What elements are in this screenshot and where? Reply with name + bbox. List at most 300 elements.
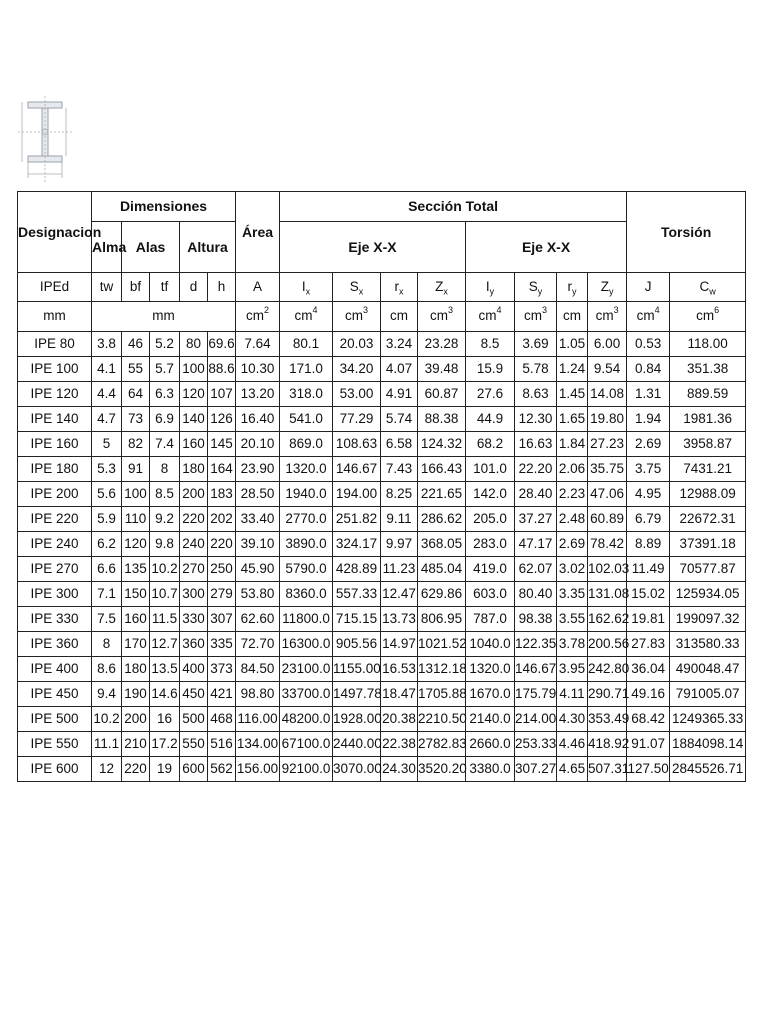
unit-sy: $cm^3$ (515, 302, 557, 332)
table-cell: 19.80 (588, 407, 627, 432)
table-cell: 11.49 (627, 557, 670, 582)
table-cell: 1155.00 (333, 657, 381, 682)
table-cell: 368.05 (418, 532, 466, 557)
table-cell: 220 (208, 532, 236, 557)
table-cell: 3.69 (515, 332, 557, 357)
table-cell: 500 (180, 707, 208, 732)
table-cell: 869.0 (280, 432, 333, 457)
table-cell: 13.20 (236, 382, 280, 407)
table-cell: 2140.0 (466, 707, 515, 732)
table-cell: 629.86 (418, 582, 466, 607)
table-cell: 110 (122, 507, 150, 532)
table-cell: 253.33 (515, 732, 557, 757)
table-cell: 7.4 (150, 432, 180, 457)
table-cell: 8360.0 (280, 582, 333, 607)
table-cell: 5.2 (150, 332, 180, 357)
table-cell: 62.60 (236, 607, 280, 632)
table-cell: 516 (208, 732, 236, 757)
table-cell: 23.90 (236, 457, 280, 482)
table-row (18, 507, 746, 532)
table-cell: 145 (208, 432, 236, 457)
table-cell: 353.49 (588, 707, 627, 732)
table-cell: 146.67 (515, 657, 557, 682)
table-row (18, 757, 746, 782)
table-cell: 318.0 (280, 382, 333, 407)
table-cell: 180 (180, 457, 208, 482)
table-cell: 160 (180, 432, 208, 457)
table-cell: 28.50 (236, 482, 280, 507)
table-cell: 8.25 (381, 482, 418, 507)
table-cell: 5.78 (515, 357, 557, 382)
table-cell: 550 (180, 732, 208, 757)
table-cell: 2.23 (557, 482, 588, 507)
table-cell: 250 (208, 557, 236, 582)
table-cell: 13.5 (150, 657, 180, 682)
table-cell: 5.9 (92, 507, 122, 532)
table-cell: 468 (208, 707, 236, 732)
table-cell: 44.9 (466, 407, 515, 432)
table-cell: 3.78 (557, 632, 588, 657)
table-cell: 4.65 (557, 757, 588, 782)
table-cell: 600 (180, 757, 208, 782)
table-cell: 3.8 (92, 332, 122, 357)
table-cell: 122.35 (515, 632, 557, 657)
unit-rx: cm (381, 302, 418, 332)
table-cell: 6.79 (627, 507, 670, 532)
table-cell: 12.30 (515, 407, 557, 432)
table-cell: 9.4 (92, 682, 122, 707)
table-cell: 14.97 (381, 632, 418, 657)
table-cell: 135 (122, 557, 150, 582)
table-cell: 15.02 (627, 582, 670, 607)
table-cell: 7431.21 (670, 457, 746, 482)
table-row (18, 557, 746, 582)
profile-designation: IPE 180 (18, 457, 92, 482)
table-cell: 2845526.71 (670, 757, 746, 782)
table-cell: 15.9 (466, 357, 515, 382)
table-cell: 313580.33 (670, 632, 746, 657)
table-cell: 6.9 (150, 407, 180, 432)
header-altura: Altura (180, 222, 236, 273)
profile-designation: IPE 270 (18, 557, 92, 582)
unit-sx: $cm^3$ (333, 302, 381, 332)
table-cell: 1.94 (627, 407, 670, 432)
table-cell: 125934.05 (670, 582, 746, 607)
table-cell: 205.0 (466, 507, 515, 532)
table-row (18, 607, 746, 632)
table-cell: 251.82 (333, 507, 381, 532)
table-cell: 220 (122, 757, 150, 782)
table-cell: 36.04 (627, 657, 670, 682)
table-cell: 88.38 (418, 407, 466, 432)
table-cell: 4.1 (92, 357, 122, 382)
table-cell: 27.83 (627, 632, 670, 657)
unit-designacion: mm (18, 302, 92, 332)
table-row (18, 407, 746, 432)
table-cell: 92100.0 (280, 757, 333, 782)
symbol-rx: $r_x$ (381, 273, 418, 302)
table-cell: 60.87 (418, 382, 466, 407)
table-cell: 127.50 (627, 757, 670, 782)
table-cell: 3.95 (557, 657, 588, 682)
table-row (18, 482, 746, 507)
profile-designation: IPE 400 (18, 657, 92, 682)
profile-designation: IPE 200 (18, 482, 92, 507)
table-cell: 48200.0 (280, 707, 333, 732)
table-cell: 28.40 (515, 482, 557, 507)
table-cell: 156.00 (236, 757, 280, 782)
table-cell: 1940.0 (280, 482, 333, 507)
table-cell: 9.2 (150, 507, 180, 532)
table-cell: 22.20 (515, 457, 557, 482)
table-cell: 183 (208, 482, 236, 507)
table-cell: 1.65 (557, 407, 588, 432)
symbol-a: A (236, 273, 280, 302)
table-cell: 14.08 (588, 382, 627, 407)
table-cell: 2210.50 (418, 707, 466, 732)
symbol-bf: bf (122, 273, 150, 302)
table-cell: 20.38 (381, 707, 418, 732)
table-cell: 1.24 (557, 357, 588, 382)
symbol-ipe: IPEd (18, 273, 92, 302)
table-cell: 507.31 (588, 757, 627, 782)
table-cell: 12.47 (381, 582, 418, 607)
table-cell: 2.69 (627, 432, 670, 457)
table-cell: 39.10 (236, 532, 280, 557)
table-cell: 9.11 (381, 507, 418, 532)
table-cell: 1705.88 (418, 682, 466, 707)
table-cell: 11800.0 (280, 607, 333, 632)
table-cell: 330 (180, 607, 208, 632)
table-cell: 80.1 (280, 332, 333, 357)
profile-designation: IPE 240 (18, 532, 92, 557)
table-cell: 37391.18 (670, 532, 746, 557)
table-cell: 6.00 (588, 332, 627, 357)
table-cell: 5.74 (381, 407, 418, 432)
table-cell: 10.30 (236, 357, 280, 382)
header-designacion: Designacion (18, 192, 92, 273)
table-cell: 67100.0 (280, 732, 333, 757)
table-cell: 419.0 (466, 557, 515, 582)
table-cell: 1040.0 (466, 632, 515, 657)
table-cell: 2440.00 (333, 732, 381, 757)
table-cell: 3.55 (557, 607, 588, 632)
symbol-zx: $Z_x$ (418, 273, 466, 302)
table-cell: 360 (180, 632, 208, 657)
table-body (18, 332, 746, 782)
table-cell: 84.50 (236, 657, 280, 682)
table-cell: 485.04 (418, 557, 466, 582)
table-cell: 120 (122, 532, 150, 557)
profile-designation: IPE 160 (18, 432, 92, 457)
table-cell: 55 (122, 357, 150, 382)
table-cell: 46 (122, 332, 150, 357)
table-row (18, 582, 746, 607)
table-cell: 279 (208, 582, 236, 607)
table-row (18, 457, 746, 482)
header-torsion: Torsión (627, 192, 746, 273)
table-cell: 164 (208, 457, 236, 482)
ipe-section-diagram (14, 94, 74, 186)
table-cell: 124.32 (418, 432, 466, 457)
table-cell: 68.42 (627, 707, 670, 732)
table-cell: 190 (122, 682, 150, 707)
table-cell: 240 (180, 532, 208, 557)
table-cell: 19.81 (627, 607, 670, 632)
table-cell: 62.07 (515, 557, 557, 582)
table-cell: 10.2 (150, 557, 180, 582)
table-row (18, 682, 746, 707)
table-cell: 202 (208, 507, 236, 532)
table-row (18, 732, 746, 757)
table-cell: 307 (208, 607, 236, 632)
table-cell: 47.17 (515, 532, 557, 557)
table-row (18, 357, 746, 382)
table-cell: 45.90 (236, 557, 280, 582)
unit-iy: $cm^4$ (466, 302, 515, 332)
table-cell: 4.4 (92, 382, 122, 407)
table-cell: 603.0 (466, 582, 515, 607)
table-cell: 13.73 (381, 607, 418, 632)
table-cell: 1021.52 (418, 632, 466, 657)
table-cell: 6.2 (92, 532, 122, 557)
table-cell: 1884098.14 (670, 732, 746, 757)
header-dimensiones: Dimensiones (92, 192, 236, 222)
table-cell: 200 (122, 707, 150, 732)
table-cell: 18.47 (381, 682, 418, 707)
table-cell: 242.80 (588, 657, 627, 682)
table-cell: 16.53 (381, 657, 418, 682)
table-cell: 7.64 (236, 332, 280, 357)
table-cell: 3.24 (381, 332, 418, 357)
table-cell: 142.0 (466, 482, 515, 507)
table-cell: 199097.32 (670, 607, 746, 632)
unit-j: $cm^4$ (627, 302, 670, 332)
table-cell: 170 (122, 632, 150, 657)
table-cell: 220 (180, 507, 208, 532)
table-cell: 283.0 (466, 532, 515, 557)
table-cell: 166.43 (418, 457, 466, 482)
table-cell: 806.95 (418, 607, 466, 632)
unit-cw: $cm^6$ (670, 302, 746, 332)
symbol-d: d (180, 273, 208, 302)
profile-designation: IPE 450 (18, 682, 92, 707)
table-cell: 307.27 (515, 757, 557, 782)
table-cell: 53.80 (236, 582, 280, 607)
table-cell: 9.8 (150, 532, 180, 557)
table-cell: 107 (208, 382, 236, 407)
table-cell: 24.30 (381, 757, 418, 782)
table-cell: 4.07 (381, 357, 418, 382)
symbol-ry: $r_y$ (557, 273, 588, 302)
unit-zy: $cm^3$ (588, 302, 627, 332)
table-cell: 82 (122, 432, 150, 457)
table-cell: 270 (180, 557, 208, 582)
table-cell: 7.43 (381, 457, 418, 482)
table-cell: 80 (180, 332, 208, 357)
symbol-j: J (627, 273, 670, 302)
table-cell: 16.40 (236, 407, 280, 432)
table-cell: 1312.18 (418, 657, 466, 682)
table-cell: 324.17 (333, 532, 381, 557)
table-cell: 126 (208, 407, 236, 432)
table-cell: 1320.0 (280, 457, 333, 482)
table-cell: 39.48 (418, 357, 466, 382)
table-cell: 162.62 (588, 607, 627, 632)
table-cell: 73 (122, 407, 150, 432)
table-cell: 91.07 (627, 732, 670, 757)
unit-area: $cm^2$ (236, 302, 280, 332)
table-cell: 10.2 (92, 707, 122, 732)
table-cell: 1.45 (557, 382, 588, 407)
table-cell: 47.06 (588, 482, 627, 507)
table-cell: 27.6 (466, 382, 515, 407)
table-cell: 2660.0 (466, 732, 515, 757)
table-cell: 1928.00 (333, 707, 381, 732)
table-cell: 11.1 (92, 732, 122, 757)
table-cell: 160 (122, 607, 150, 632)
table-cell: 33.40 (236, 507, 280, 532)
table-cell: 16.63 (515, 432, 557, 457)
table-cell: 108.63 (333, 432, 381, 457)
table-cell: 1981.36 (670, 407, 746, 432)
table-cell: 418.92 (588, 732, 627, 757)
ipe-profiles-table (17, 191, 746, 782)
table-cell: 210 (122, 732, 150, 757)
table-cell: 88.6 (208, 357, 236, 382)
table-cell: 2.06 (557, 457, 588, 482)
table-cell: 6.3 (150, 382, 180, 407)
header-seccion-total: Sección Total (280, 192, 627, 222)
table-cell: 2.69 (557, 532, 588, 557)
table-cell: 4.95 (627, 482, 670, 507)
table-cell: 1.84 (557, 432, 588, 457)
table-cell: 78.42 (588, 532, 627, 557)
profile-designation: IPE 330 (18, 607, 92, 632)
table-cell: 49.16 (627, 682, 670, 707)
table-cell: 69.6 (208, 332, 236, 357)
table-cell: 180 (122, 657, 150, 682)
table-cell: 0.84 (627, 357, 670, 382)
table-cell: 373 (208, 657, 236, 682)
symbol-tw: tw (92, 273, 122, 302)
table-cell: 6.58 (381, 432, 418, 457)
table-cell: 64 (122, 382, 150, 407)
symbol-tf: tf (150, 273, 180, 302)
table-cell: 221.65 (418, 482, 466, 507)
table-cell: 421 (208, 682, 236, 707)
table-cell: 80.40 (515, 582, 557, 607)
table-cell: 102.03 (588, 557, 627, 582)
table-cell: 23100.0 (280, 657, 333, 682)
profile-designation: IPE 550 (18, 732, 92, 757)
unit-ix: $cm^4$ (280, 302, 333, 332)
table-cell: 7.5 (92, 607, 122, 632)
table-cell: 100 (122, 482, 150, 507)
header-area: Área (236, 192, 280, 273)
table-cell: 2770.0 (280, 507, 333, 532)
table-cell: 11.5 (150, 607, 180, 632)
symbol-sx: $S_x$ (333, 273, 381, 302)
table-cell: 9.97 (381, 532, 418, 557)
symbol-zy: $Z_y$ (588, 273, 627, 302)
unit-zx: $cm^3$ (418, 302, 466, 332)
table-row (18, 707, 746, 732)
table-cell: 98.80 (236, 682, 280, 707)
table-cell: 889.59 (670, 382, 746, 407)
table-cell: 351.38 (670, 357, 746, 382)
profile-designation: IPE 360 (18, 632, 92, 657)
table-cell: 8 (150, 457, 180, 482)
table-cell: 1497.78 (333, 682, 381, 707)
table-cell: 16 (150, 707, 180, 732)
profile-designation: IPE 140 (18, 407, 92, 432)
table-cell: 541.0 (280, 407, 333, 432)
table-cell: 70577.87 (670, 557, 746, 582)
table-cell: 20.10 (236, 432, 280, 457)
profile-designation: IPE 80 (18, 332, 92, 357)
header-alas: Alas (122, 222, 180, 273)
table-cell: 23.28 (418, 332, 466, 357)
table-cell: 3890.0 (280, 532, 333, 557)
profile-designation: IPE 120 (18, 382, 92, 407)
table-cell: 3.35 (557, 582, 588, 607)
table-row (18, 632, 746, 657)
table-cell: 146.67 (333, 457, 381, 482)
table-cell: 4.7 (92, 407, 122, 432)
table-cell: 335 (208, 632, 236, 657)
table-cell: 91 (122, 457, 150, 482)
table-cell: 150 (122, 582, 150, 607)
table-cell: 791005.07 (670, 682, 746, 707)
symbol-cw: $C_w$ (670, 273, 746, 302)
table-cell: 905.56 (333, 632, 381, 657)
table-cell: 53.00 (333, 382, 381, 407)
table-cell: 562 (208, 757, 236, 782)
table-cell: 300 (180, 582, 208, 607)
table-row (18, 332, 746, 357)
table-cell: 290.71 (588, 682, 627, 707)
table-cell: 2.48 (557, 507, 588, 532)
table-cell: 8.6 (92, 657, 122, 682)
table-cell: 20.03 (333, 332, 381, 357)
table-cell: 1320.0 (466, 657, 515, 682)
table-cell: 4.46 (557, 732, 588, 757)
table-cell: 4.91 (381, 382, 418, 407)
table-cell: 34.20 (333, 357, 381, 382)
header-alma: Alma (92, 222, 122, 273)
table-cell: 450 (180, 682, 208, 707)
table-cell: 100 (180, 357, 208, 382)
table-cell: 3958.87 (670, 432, 746, 457)
table-cell: 11.23 (381, 557, 418, 582)
table-cell: 9.54 (588, 357, 627, 382)
table-cell: 68.2 (466, 432, 515, 457)
header-eje-xx: Eje X-X (280, 222, 466, 273)
table-cell: 120 (180, 382, 208, 407)
table-cell: 116.00 (236, 707, 280, 732)
table-cell: 14.6 (150, 682, 180, 707)
table-cell: 171.0 (280, 357, 333, 382)
table-cell: 175.79 (515, 682, 557, 707)
table-cell: 557.33 (333, 582, 381, 607)
table-cell: 12 (92, 757, 122, 782)
table-row (18, 432, 746, 457)
table-cell: 17.2 (150, 732, 180, 757)
table-cell: 200.56 (588, 632, 627, 657)
header-eje-yy: Eje X-X (466, 222, 627, 273)
table-row (18, 382, 746, 407)
